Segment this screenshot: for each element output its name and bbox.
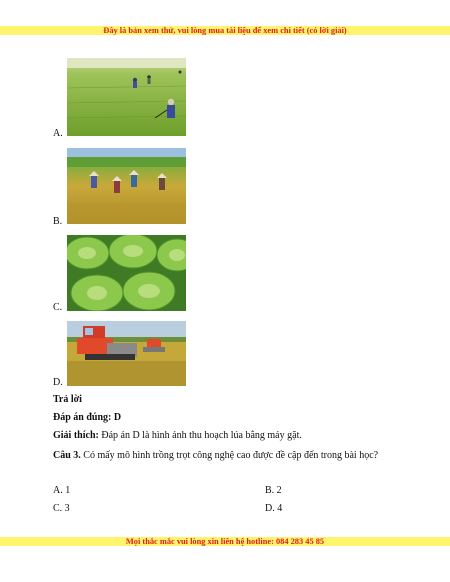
correct-answer: Đáp án đúng: D bbox=[53, 412, 122, 423]
explanation-label: Giải thích: bbox=[53, 430, 99, 441]
preview-notice-text: Đây là bản xem thử, vui lòng mua tài liệu để xem chi tiết (có lời giải) bbox=[103, 26, 347, 35]
option-b-label: B. bbox=[53, 216, 63, 227]
question-3-text: Có mấy mô hình trồng trọt công nghệ cao được đề cập đến trong bài học? bbox=[80, 450, 379, 461]
option-a-label: A. bbox=[53, 128, 63, 139]
option-c-image bbox=[67, 235, 186, 311]
option-b-image bbox=[67, 148, 186, 224]
rice-field-spraying-photo bbox=[67, 58, 186, 136]
option-c-label: C. bbox=[53, 302, 63, 313]
choice-a: A. 1 bbox=[53, 485, 71, 496]
choice-b: B. 2 bbox=[265, 485, 282, 496]
question-3-label: Câu 3. bbox=[53, 450, 81, 461]
option-d-label: D. bbox=[53, 377, 63, 388]
choice-c: C. 3 bbox=[53, 503, 70, 514]
hotline-notice-text: Mọi thắc mắc vui lòng xin liên hệ hotline: 084 283 45 85 bbox=[125, 537, 325, 546]
combine-harvester-photo bbox=[67, 321, 186, 386]
rice-harvest-by-hand-photo bbox=[67, 148, 186, 224]
answer-heading: Trả lời bbox=[53, 394, 82, 405]
question-3 bbox=[53, 447, 397, 465]
explanation bbox=[53, 428, 302, 444]
choice-d: D. 4 bbox=[265, 503, 283, 514]
option-a-image bbox=[67, 58, 186, 136]
explanation-text: Đáp án D là hình ảnh thu hoạch lúa bằng máy gặt. bbox=[98, 430, 302, 441]
preview-notice bbox=[0, 26, 450, 35]
option-d-image bbox=[67, 321, 186, 386]
lettuce-field-photo bbox=[67, 235, 186, 311]
hotline-notice bbox=[0, 537, 450, 546]
